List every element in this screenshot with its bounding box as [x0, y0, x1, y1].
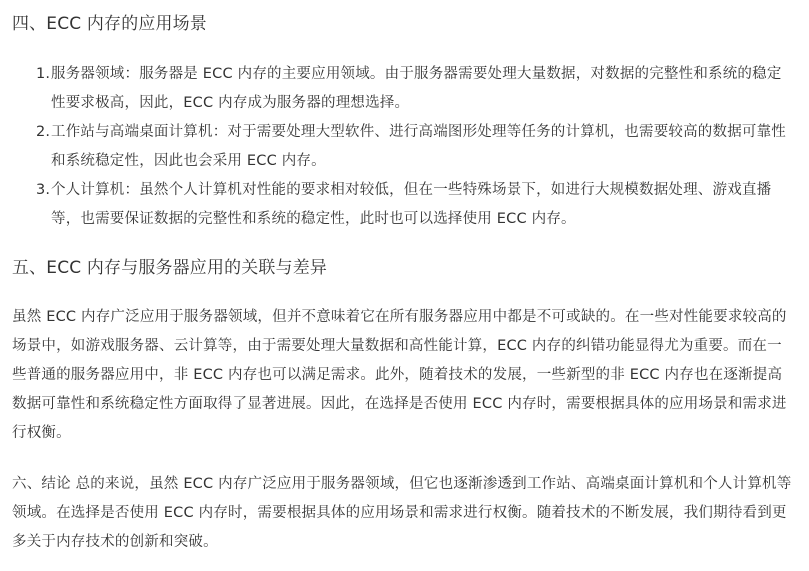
application-scenarios-list: [12, 60, 795, 234]
list-item-number: 3.: [36, 182, 51, 198]
list-item: [12, 118, 795, 176]
section-5-paragraph: 虽然 ECC 内存广泛应用于服务器领域，但并不意味着它在所有服务器应用中都是不可或缺的。在一些对性能要求较高的场景中，如游戏服务器、云计算等，由于需要处理大量数据和高性能计算，ECC 内存的纠错功能显得尤为重要。而在一些普通的服务器应用中，非 ECC 内存也可以满足需求。此外，随着技术的发展，一些新型的非 ECC 内存也在逐渐提高数据可靠性和系统稳定性方面取得了显著进展。因此，在选择是否使用 ECC 内存时，需要根据具体的应用场景和需求进行权衡。: [12, 309, 787, 441]
list-item-text: 工作站与高端桌面计算机：对于需要处理大型软件、进行高端图形处理等任务的计算机，也需要较高的数据可靠性和系统稳定性，因此也会采用 ECC 内存。: [51, 124, 786, 169]
conclusion-paragraph: 六、结论 总的来说，虽然 ECC 内存广泛应用于服务器领域，但它也逐渐渗透到工作站、高端桌面计算机和个人计算机等领域。在选择是否使用 ECC 内存时，需要根据具体的应用场景和需求进行权衡。随着技术的不断发展，我们期待看到更多关于内存技术的创新和突破。: [12, 476, 792, 550]
list-item-number: 2.: [36, 124, 51, 140]
list-item-text: 服务器领域：服务器是 ECC 内存的主要应用领域。由于服务器需要处理大量数据，对数据的完整性和系统的稳定性要求极高，因此，ECC 内存成为服务器的理想选择。: [51, 66, 782, 111]
section-5-heading: 五、ECC 内存与服务器应用的关联与差异: [12, 257, 328, 277]
list-item-number: 1.: [36, 66, 51, 82]
section-4-heading: 四、ECC 内存的应用场景: [12, 13, 207, 33]
list-item-text: 个人计算机：虽然个人计算机对性能的要求相对较低，但在一些特殊场景下，如进行大规模数据处理、游戏直播等，也需要保证数据的完整性和系统的稳定性，此时也可以选择使用 ECC 内存。: [51, 182, 772, 227]
list-item: [12, 176, 795, 234]
list-item: [12, 60, 795, 118]
